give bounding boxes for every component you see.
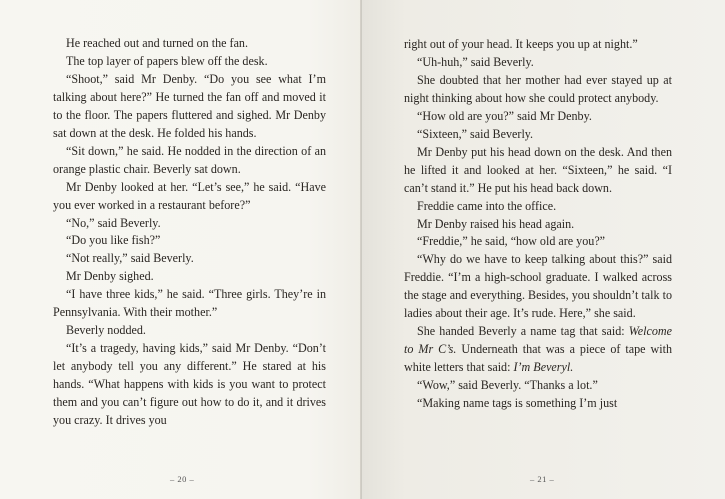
italic-text: Welcome to Mr C’s. — [404, 324, 672, 357]
paragraph: Freddie came into the office. — [417, 198, 557, 213]
paragraph: The top layer of papers blew off the desk. — [66, 53, 268, 68]
paragraph: “Not really,” said Beverly. — [66, 251, 194, 266]
paragraph: Mr Denby sighed. — [66, 269, 154, 284]
paragraph: Mr Denby looked at her. “Let’s see,” he said. “Have you ever worked in a restaurant before?” — [53, 179, 326, 212]
paragraph: She doubted that her mother had ever stayed up at night thinking about how she could protect anybody. — [404, 72, 672, 105]
page-number-left: – 20 – — [170, 474, 195, 484]
paragraph: “It’s a tragedy, having kids,” said Mr Denby. “Don’t let anybody tell you any different.” He stared at his hands. “What happens with kids is you want to protect them and you can’t figure out how to do it, and it drives you crazy. It drives you — [53, 341, 326, 428]
paragraph: “Wow,” said Beverly. “Thanks a lot.” — [417, 378, 598, 393]
continuation-line: right out of your head. It keeps you up at night.” — [404, 37, 638, 51]
paragraph: “Sit down,” he said. He nodded in the direction of an orange plastic chair. Beverly sat down. — [53, 143, 326, 176]
paragraph: “Making name tags is something I’m just — [417, 396, 618, 411]
paragraph: Mr Denby raised his head again. — [417, 216, 575, 231]
text-run: Underneath that was a piece of tape with white letters that said: — [404, 342, 672, 375]
left-page-text — [53, 35, 326, 430]
paragraph: He reached out and turned on the fan. — [66, 36, 249, 50]
name-tag-paragraph — [404, 323, 672, 377]
paragraph: “Why do we have to keep talking about this?” said Freddie. “I’m a high-school graduate. I walked across the stage and everything. Besides, you shouldn’t talk to ladies about their age. It’s rude. Here,” she said. — [404, 252, 672, 321]
text-run: She handed Beverly a name tag that said: — [417, 324, 629, 339]
right-page-text — [404, 36, 672, 413]
page-number-right: – 21 – — [530, 474, 555, 484]
paragraph: “Uh-huh,” said Beverly. — [417, 54, 534, 69]
paragraph: “Freddie,” he said, “how old are you?” — [417, 234, 606, 249]
paragraph: “Do you like fish?” — [66, 233, 161, 248]
paragraph: “Sixteen,” said Beverly. — [417, 126, 534, 141]
paragraph: “No,” said Beverly. — [66, 215, 161, 230]
paragraph: “Shoot,” said Mr Denby. “Do you see what I’m talking about here?” He turned the fan off and moved it to the floor. The papers fluttered and sighed. Mr Denby sat down at the desk. He folded his hands. — [53, 71, 326, 140]
paragraph: “I have three kids,” he said. “Three girls. They’re in Pennsylvania. With their mother.” — [53, 287, 326, 320]
paragraph: Mr Denby put his head down on the desk. And then he lifted it and looked at her. “Sixteen,” he said. “I can’t stand it.” He put his head back down. — [404, 144, 672, 195]
italic-text: I’m Beveryl. — [513, 360, 574, 375]
paragraph: Beverly nodded. — [66, 323, 146, 338]
right-page — [362, 0, 725, 499]
left-page — [0, 0, 362, 499]
paragraph: “How old are you?” said Mr Denby. — [417, 108, 592, 123]
